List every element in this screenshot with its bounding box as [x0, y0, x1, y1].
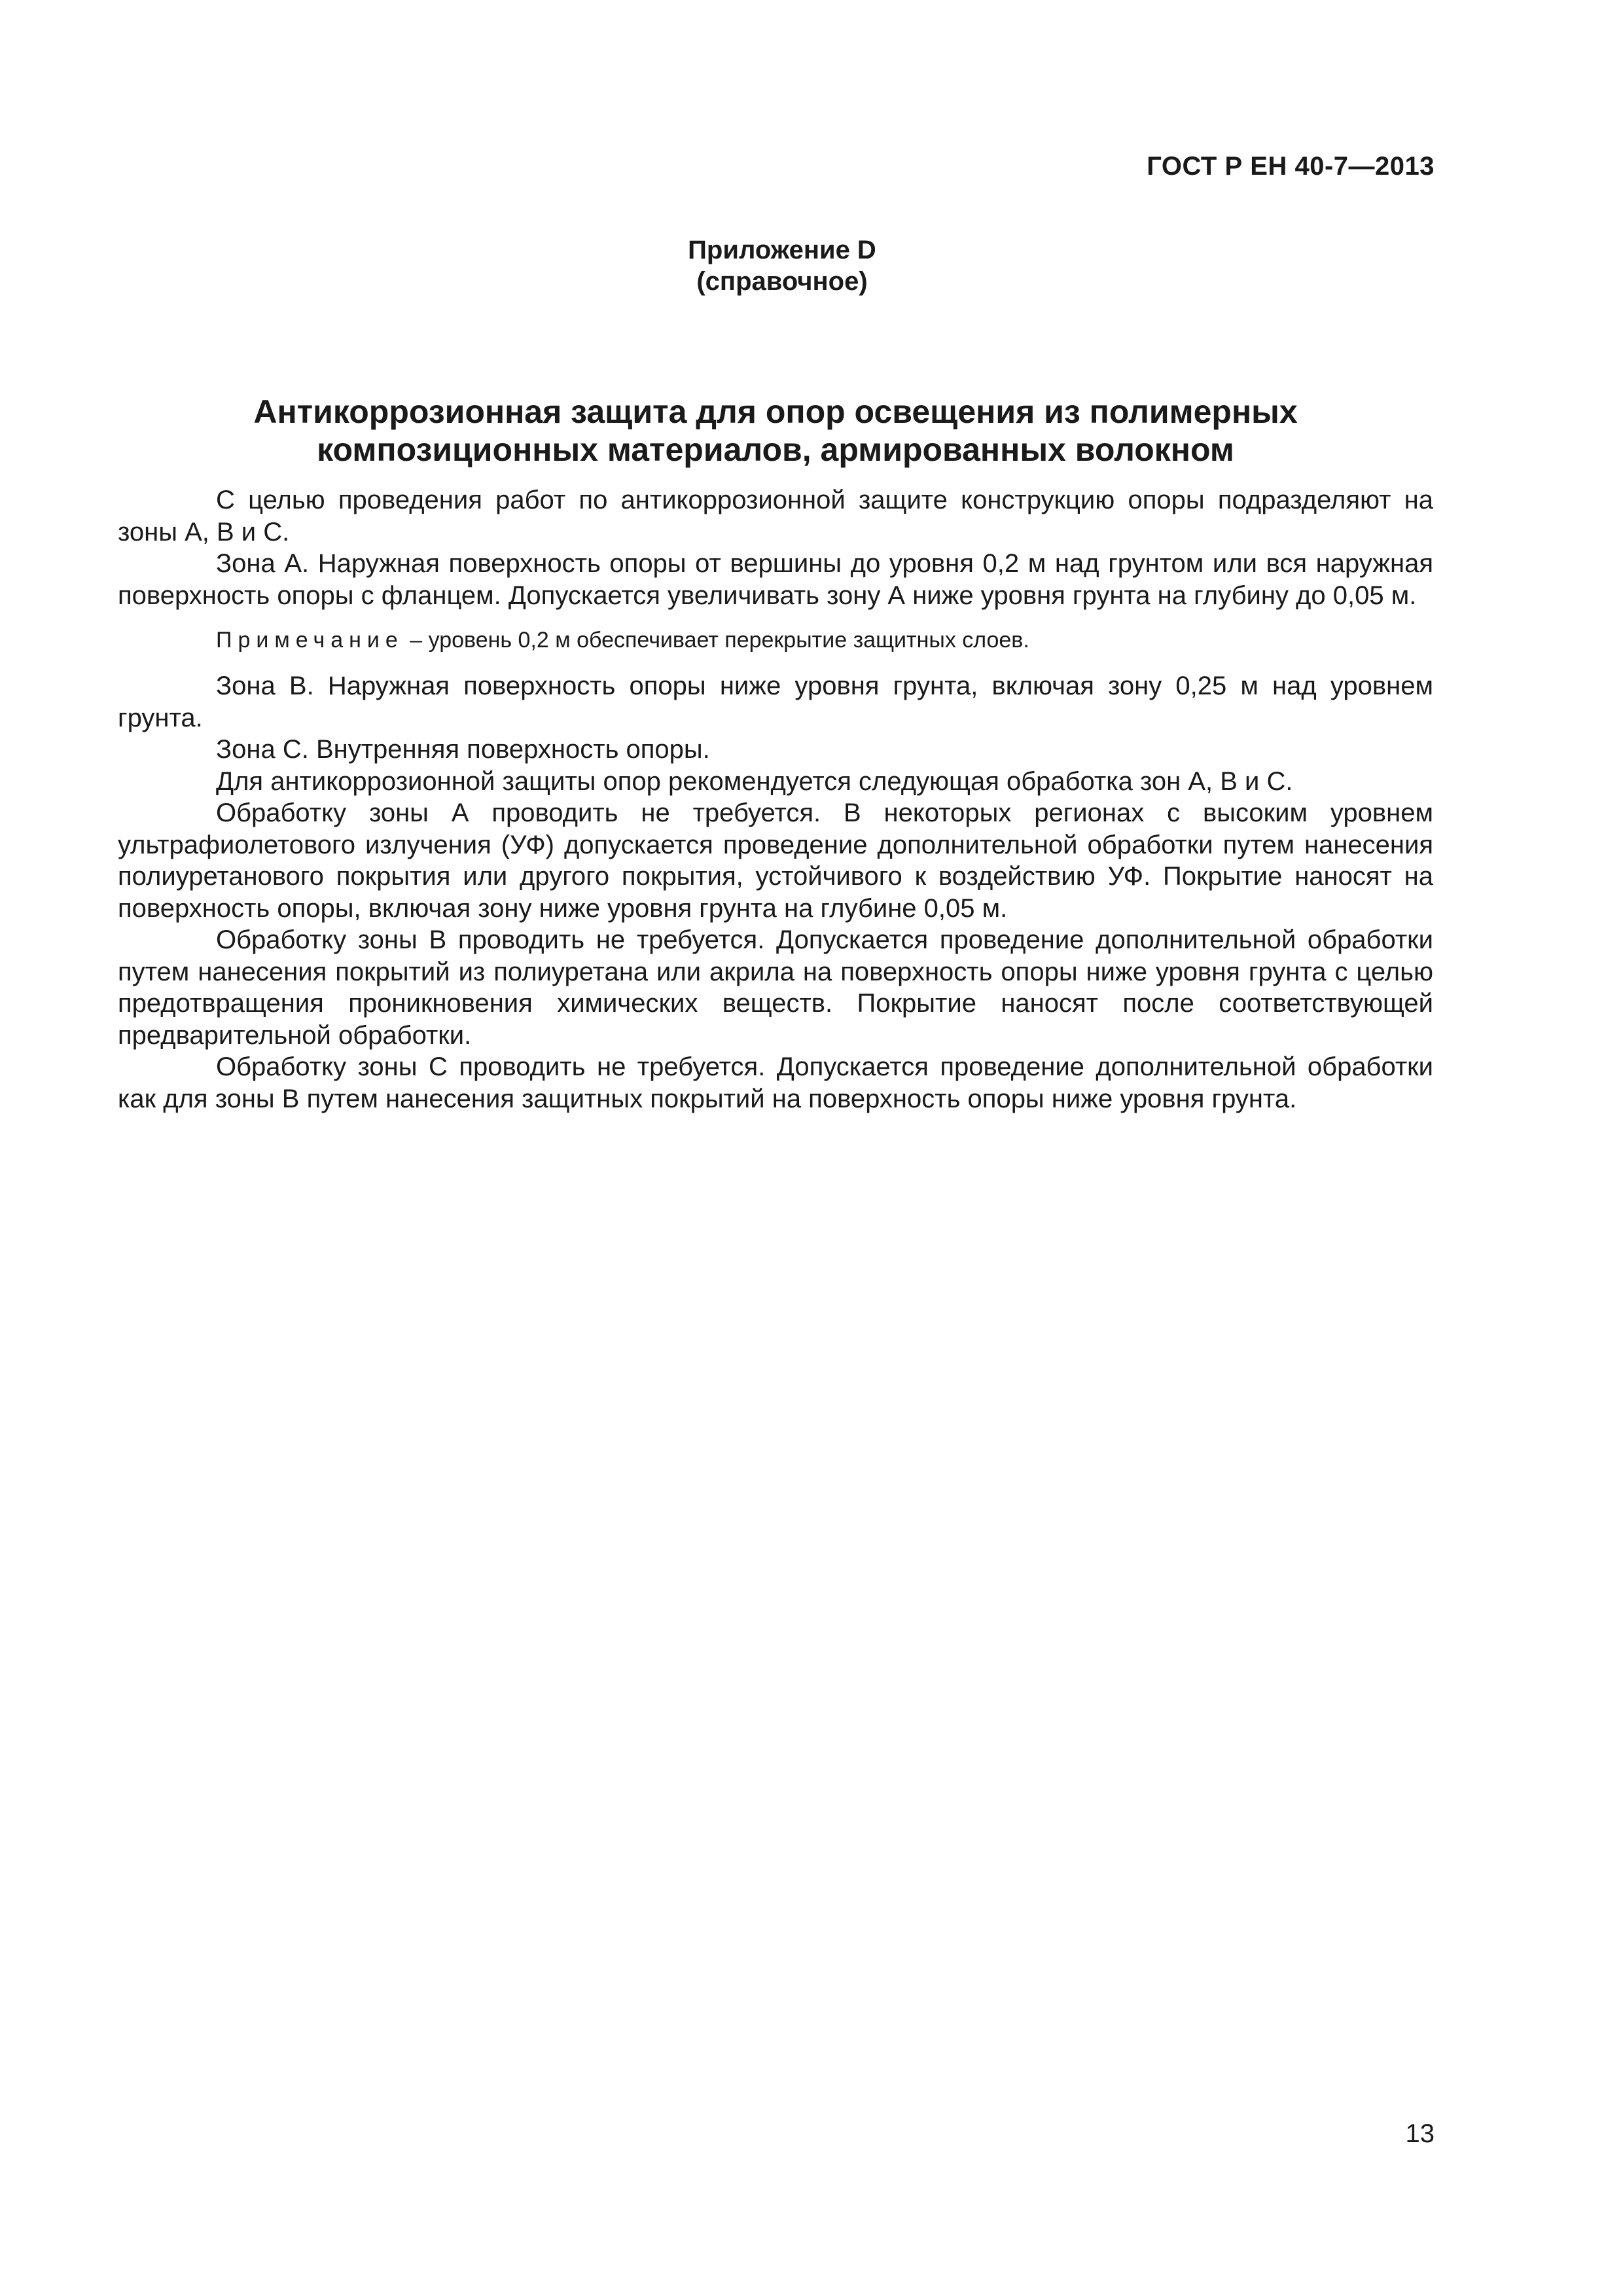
note-text: – уровень 0,2 м обеспечивает перекрытие защитных слоев.: [403, 628, 1029, 653]
section-title: Антикоррозионная защита для опор освещения из полимерных композиционных материалов, армированных волокном: [253, 393, 1298, 468]
appendix-label: Приложение D: [688, 236, 876, 264]
appendix-type: (справочное): [696, 267, 868, 296]
paragraph-zone-b: Зона В. Наружная поверхность опоры ниже уровня грунта, включая зону 0,25 м над уровнем грунта.: [118, 672, 1433, 732]
page-number: 13: [1405, 2119, 1435, 2148]
paragraph-treatment-c: Обработку зоны С проводить не требуется. Допускается проведение дополнительной обработки как для зоны В путем нанесения защитных покрытий на поверхность опоры ниже уровня грунта.: [118, 1052, 1433, 1113]
note: [118, 626, 1433, 655]
paragraph-treatment-intro: Для антикоррозионной защиты опор рекомендуется следующая обработка зон А, В и С.: [216, 766, 1293, 796]
paragraph-zone-a: Зона А. Наружная поверхность опоры от вершины до уровня 0,2 м над грунтом или вся наружная поверхность опоры с фланцем. Допускается увеличивать зону А ниже уровня грунта на глубину до 0,05 м.: [118, 549, 1433, 610]
document-code: ГОСТ Р ЕН 40-7—2013: [1147, 152, 1435, 181]
paragraph-zones-intro: С целью проведения работ по антикоррозионной защите конструкцию опоры подразделяют на зоны А, В и С.: [118, 486, 1433, 547]
body-text: [118, 484, 1433, 1115]
note-label: Примечание: [216, 628, 404, 653]
paragraph-treatment-a: Обработку зоны А проводить не требуется. В некоторых регионах с высоким уровнем ультрафиолетового излучения (УФ) допускается проведение дополнительной обработки путем нанесения полиуретанового покрытия или другого покрытия, устойчивого к воздействию УФ. Покрытие наносят на поверхность опоры, включая зону ниже уровня грунта на глубине 0,05 м.: [118, 798, 1433, 923]
paragraph-treatment-b: Обработку зоны В проводить не требуется. Допускается проведение дополнительной обработки путем нанесения покрытий из полиуретана или акрила на поверхность опоры ниже уровня грунта с целью предотвращения проникновения химических веществ. Покрытие наносят после соответствующей предварительной обработки.: [118, 925, 1433, 1050]
paragraph-zone-c: Зона С. Внутренняя поверхность опоры.: [216, 735, 710, 764]
appendix-heading: [0, 234, 1564, 297]
